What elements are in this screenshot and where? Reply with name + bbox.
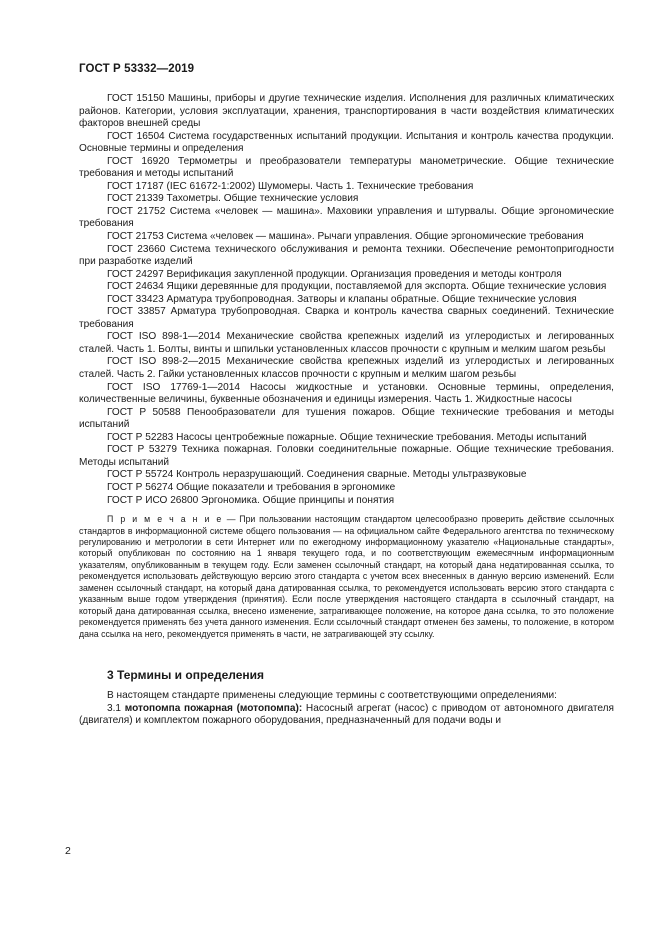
term-text: Насосный агрегат (насос) с приводом от автономного двигателя (двигателя) и комплектом пожарного оборудования, предназначенный для подачи воды и bbox=[79, 702, 614, 727]
reference-item: ГОСТ Р 55724 Контроль неразрушающий. Соединения сварные. Методы ультразвуковые bbox=[107, 469, 527, 481]
term-number: 3.1 bbox=[107, 702, 125, 714]
reference-item: ГОСТ Р 52283 Насосы центробежные пожарные. Общие технические требования. Методы испытаний bbox=[107, 431, 587, 443]
reference-item: ГОСТ Р 50588 Пенообразователи для тушения пожаров. Общие технические требования и методы испытаний bbox=[79, 406, 614, 431]
reference-item: ГОСТ Р 53279 Техника пожарная. Головки соединительные пожарные. Общие технические требования. Методы испытаний bbox=[79, 444, 614, 468]
reference-item: ГОСТ 16504 Система государственных испытаний продукции. Испытания и контроль качества продукции. Основные термины и определения bbox=[79, 130, 614, 155]
reference-item: ГОСТ 24634 Ящики деревянные для продукции, поставляемой для экспорта. Общие технические условия bbox=[107, 281, 607, 293]
reference-item: ГОСТ ISO 898-2—2015 Механические свойства крепежных изделий из углеродистых и легированных сталей. Часть 2. Гайки установленных классов прочности с крупным и мелким шагом резьбы bbox=[79, 356, 614, 381]
section-intro: В настоящем стандарте применены следующие термины с соответствующими определениями: bbox=[107, 690, 557, 702]
normative-references-list bbox=[79, 93, 614, 507]
reference-item: ГОСТ 21752 Система «человек — машина». Маховики управления и штурвалы. Общие эргономические требования bbox=[79, 205, 614, 230]
reference-item: ГОСТ ISO 898-1—2014 Механические свойства крепежных изделий из углеродистых и легированных сталей. Часть 1. Болты, винты и шпильки установленных классов прочности с крупным и мелким шагом резьбы bbox=[79, 331, 614, 355]
reference-item: ГОСТ 17187 (IEC 61672-1:2002) Шумомеры. Часть 1. Технические требования bbox=[107, 180, 474, 192]
note-text: — При пользовании настоящим стандартом целесообразно проверить действие ссылочных стандартов в информационной системе общего пользования — на официальном сайте Федерального агентства по техническому регулированию и метрологии в сети Интернет или по ежегодному информационному указателю «Национальные стандарты», который опубликован по состоянию на 1 января текущего года, и по соответствующим ежемесячным информационным указателям, опубликованным в текущем году. Если заменен ссылочный стандарт, на который дана недатированная ссылка, то рекомендуется использовать действующую версию этого стандарта с учетом всех внесенных в данную версию изменений. Если заменен ссылочный стандарт, на который дана датированная ссылка, то рекомендуется использовать версию этого стандарта с указанным выше годом утверждения (принятия). Если после утверждения настоящего стандарта в ссылочный стандарт, на который дана датированная ссылка, внесено изменение, затрагивающее положение, на которое дана ссылка, то это положение рекомендуется применять без учета данного изменения. Если ссылочный стандарт отменен без замены, то положение, в котором дана ссылка на него, рекомендуется применять в части, не затрагивающей эту ссылку. bbox=[79, 514, 615, 639]
reference-item: ГОСТ 24297 Верификация закупленной продукции. Организация проведения и методы контроля bbox=[107, 268, 562, 280]
term-name: мотопомпа пожарная (мотопомпа): bbox=[124, 702, 303, 714]
note-label: П р и м е ч а н и е bbox=[107, 514, 223, 525]
page-body bbox=[79, 93, 614, 728]
reference-item: ГОСТ 16920 Термометры и преобразователи температуры манометрические. Общие технические требования и методы испытаний bbox=[79, 155, 614, 180]
reference-item: ГОСТ 21753 Система «человек — машина». Рычаги управления. Общие эргономические требования bbox=[107, 231, 584, 243]
document-header: ГОСТ Р 53332—2019 bbox=[79, 63, 195, 75]
reference-item: ГОСТ 21339 Тахометры. Общие технические условия bbox=[107, 193, 359, 205]
note-paragraph bbox=[79, 514, 614, 640]
term-definition bbox=[79, 703, 614, 728]
reference-item: ГОСТ 15150 Машины, приборы и другие технические изделия. Исполнения для различных климатических районов. Категории, условия эксплуатации, хранения, транспортирования в части воздействия климатических факторов внешней среды bbox=[79, 93, 614, 130]
reference-item: ГОСТ 33857 Арматура трубопроводная. Сварка и контроль качества сварных соединений. Технические требования bbox=[79, 306, 614, 330]
section-title: 3 Термины и определения bbox=[107, 668, 265, 683]
page-number: 2 bbox=[65, 845, 71, 857]
section-terms bbox=[79, 668, 614, 728]
reference-item: ГОСТ 33423 Арматура трубопроводная. Затворы и клапаны обратные. Общие технические условия bbox=[107, 293, 577, 305]
reference-item: ГОСТ Р 56274 Общие показатели и требования в эргономике bbox=[107, 481, 396, 493]
reference-item: ГОСТ Р ИСО 26800 Эргономика. Общие принципы и понятия bbox=[107, 494, 395, 506]
reference-item: ГОСТ ISO 17769-1—2014 Насосы жидкостные и установки. Основные термины, определения, количественные величины, буквенные обозначения и единицы измерения. Часть 1. Жидкостные насосы bbox=[79, 381, 614, 406]
reference-item: ГОСТ 23660 Система технического обслуживания и ремонта техники. Обеспечение ремонтопригодности при разработке изделий bbox=[79, 243, 614, 268]
